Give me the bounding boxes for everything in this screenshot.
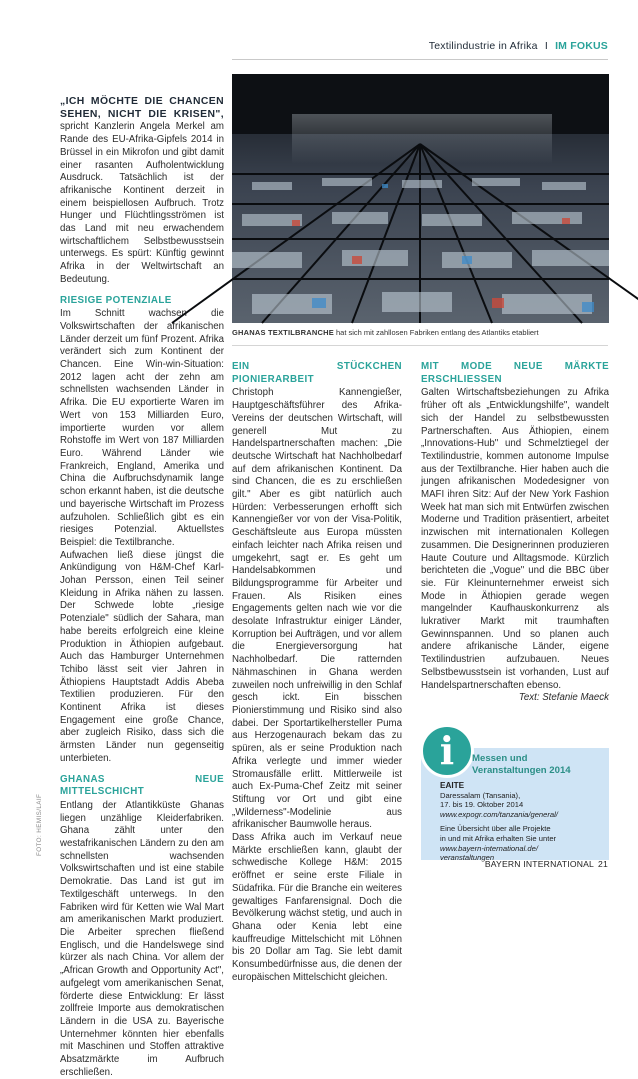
publication-name: BAYERN INTERNATIONAL [484,859,595,869]
subheading-riesige-potenziale: RIESIGE POTENZIALE [60,294,172,306]
header-section: Textilindustrie in Afrika [428,40,538,52]
caption-text: hat sich mit zahllosen Fabriken entlang des Atlantiks etabliert [333,328,539,337]
header-focus: IM FOKUS [555,40,608,52]
paragraph: Aufwachen ließ diese jüngst die Ankündigung von H&M-Chef Karl-Johan Persson, einen Teil seiner Kleidung in Afrika nähen zu lassen. Der Schwede lobte „riesige Potenziale" südlich der Sahara, man habe bereits erfolgreich eine kleine Produktion in Äthiopien aufgebaut. Auch das Hamburger Unternehmen Tchibo lässt seit vier Jahren in Äthiopiens Hauptstadt Addis Abeba Textilien produzieren. Für den Kontinent Afrika ist dieses Engagement eine große Chance, aber zugleich Risiko, dass sich die ärmsten Länder nun gegenseitig unterbieten. [60,549,224,764]
info-box-title: Messen und Veranstaltungen 2014 [472,753,571,776]
paragraph: Galten Wirtschaftsbeziehungen zu Afrika früher oft als „Entwicklungshilfe", wandelt sich der Handel zu selbstbewussten Partnerschaften. Aus Äthiopien, einem „Innovations-Hub" und Schmelztiegel der Textilindustrie, kommen autonome Impulse aus der Textilbranche. Hier haben auch die jungen afrikanischen Modedesigner von MAFI ihren Sitz: Auf der New York Fashion Week hat man sich mit Entwürfen zwischen Moderne und Tradition präsentiert, arbeitet inzwischen mit internationalen Kollegen zusammen. Die Designerinnen produzieren Haute Couture und Alltagsmode. Kürzlich berichteten die „Vogue" und die BBC über sie. Für Kleinunternehmer erweist sich Mode in Äthiopien gerade wegen mangelnder Kaufhauskonkurrenz als lukrativer Markt mit traumhaften Gewinnspannen. Und so planen auch andere afrikanische Länder, eigene Textilindustrien aufzubauen. Neues Selbstbewusstsein ist vorhanden, Lust auf Handelspartnerschaften ebenso. [421,387,609,691]
subheading-pionierarbeit: EIN STÜCKCHEN PIONIERARBEIT [232,361,402,385]
factory-photo [232,74,609,323]
event-date: 17. bis 19. Oktober 2014 [440,800,524,810]
info-icon: i [420,724,474,778]
info-note: Eine Übersicht über alle Projekte [440,824,551,834]
article-column-1 [60,96,224,1079]
subheading-mode-maerkte: MIT MODE NEUE MÄRKTE ERSCHLIESSEN [421,361,609,385]
subheading-ghanas-mittelschicht: GHANAS NEUE MITTELSCHICHT [60,773,224,798]
paragraph: Christoph Kannengießer, Hauptgeschäftsführer des Afrika-Vereins der deutschen Wirtschaft, will generell Mut zu Handelspartnerschaften machen: „Die deutsche Wirtschaft hat Nachholbedarf auf dem afrikanischen Kontinent. Da sind Chancen, die es zu erschließen gilt." Aber es gibt natürlich auch Hürden: Verbesserungen erhofft sich Kannengießer vor von der Visa-Politik, Geschäftsleute aus Europa müssten einfach leichter nach Afrika reisen und umgekehrt, sagt er. Es geht um Handelsabkommen und Bildungsprogramme für Arbeiter und Frauen. Als Risiken eines Engagements gelten nach wie vor die desolate Infrastruktur einiger Länder, Korruption bei Aufträgen, und vor allem die Energieversorgung hat Nachholbedarf. Die ratternden Nähmaschinen in Ghana werden zuweilen noch unfreiwillig in den Schlaf gesch ickt. Ein bisschen Pionierstimmung und Risiko sind also dabei. Der Sportartikelhersteller Puma aus Herzogenaurach bekam das zu spüren, als er seine Produktion nach Afrika verlegte und immer wieder Stromausfälle erlitt. Mittlerweile ist auch Ex-Puma-Chef Zeitz mit seiner Stiftung vor Ort und gibt eine „Wilderness"-Modelinie aus afrikanischer Baumwolle heraus. [232,387,402,831]
author-byline: Text: Stefanie Maeck [518,692,609,704]
page-footer [485,859,608,869]
info-note: in und mit Afrika erhalten Sie unter [440,833,557,843]
header-separator: I [544,40,548,52]
paragraph: Entlang der Atlantikküste Ghanas liegen unzählige Kleiderfabriken. Ghana zählt unter den westafrikanischen Ländern zu den am schnellsten wachsenden Volkswirtschaften und ist eine stabile Demokratie. Das Land ist gut im Textilgeschäft unterwegs. In den Fabriken wird für Ketten wie Wal Mart am amerikanischen Markt produziert. Die Arbeiter sprechen fließend Englisch, und die Handelswege sind kürzer als nach China. Vor allem der „African Growth and Opportunity Act", aufgelegt vom amerikanischen Senat, förderte diese Entwicklung: Er lässt zollfreie Importe aus demokratischen Ländern in die USA zu. Bayerische Unternehmer könnten hier ebenfalls mit Maschinen und Stoffen attraktive Absatzmärkte im Aufbruch erschließen. [60,799,224,1078]
event-name: EAITE [440,781,465,790]
factory-floor-image [232,74,609,323]
paragraph: Im Schnitt wachsen die Volkswirtschaften der afrikanischen Länder derzeit um fünf Prozent. Afrika verändert sich zum Kontinent der Chancen. Eine Win-win-Situation: 2012 lagen acht der zehn am schnellsten wachsenden Länder in Afrika. Die EU exportierte Waren im Wert von 153 Milliarden Euro, importierte wurden vor allem Rohstoffe im Wert von 187 Milliarden Euro. Während Länder wie Frankreich, England, Amerika und China die Aufbruchsdynamik lange schon erkannt haben, ist die deutsche und bayerische Wirtschaft im Prozess aufzuholen. Schließlich gibt es ein riesiges Potenzial. Aktuellstes Beispiel: die Textilbranche. [60,308,224,548]
photo-credit: FOTO: HEMIS/LAIF [36,793,43,856]
page-number: 21 [598,859,608,869]
photo-caption [232,328,609,337]
info-box-body [440,781,605,863]
lead-quote: „ICH MÖCHTE DIE CHANCEN SEHEN, NICHT DIE KRISEN", [60,96,224,120]
header-rule [232,59,608,60]
paragraph: Dass Afrika auch im Verkauf neue Märkte erschließen kann, glaubt der schwedische Kollege H&M: 2015 eröffnet er seine erste Filiale in Südafrika. Für die Branche ein weiteres gewaltiges Fanfarensignal. Doch die Bevölkerung wächst stetig, und auch in Ghana oder Kenia lebt eine kauffreudige Mittelschicht mit Löhnen bis 20 Dollar am Tag. Sie lebt damit Konsumbedürfnisse aus, die denen der europäischen Mittelschicht gleichen. [232,832,402,983]
event-link[interactable]: www.expogr.com/tanzania/general/ [440,809,558,819]
article-column-2 [232,361,402,984]
info-link[interactable]: www.bayern-international.de/ [440,843,538,853]
running-header [429,40,608,52]
info-link-cont[interactable]: veranstaltungen [440,853,495,863]
caption-rule [232,345,608,346]
caption-head: GHANAS TEXTILBRANCHE [232,328,334,337]
lead-text: spricht Kanzlerin Angela Merkel am Rande des EU-Afrika-Gipfels 2014 in Brüssel in ein Mikrofon und gibt damit einer rasanten Aufholentwicklung Ausdruck. Tatsächlich ist der afrikanische Kontinent derzeit in einem beispiellosen Aufbruch. Trotz Hunger und Flüchtlingsströmen ist das Land mit neu erwachendem wirtschaftlichem Selbstbewusstsein unterwegs. Es spürt: Künftig gewinnt Afrika in der Weltwirtschaft an Bedeutung. [60,121,224,285]
event-place: Daressalam (Tansania), [440,790,521,800]
article-column-3 [421,361,609,705]
lead-paragraph [60,96,224,287]
